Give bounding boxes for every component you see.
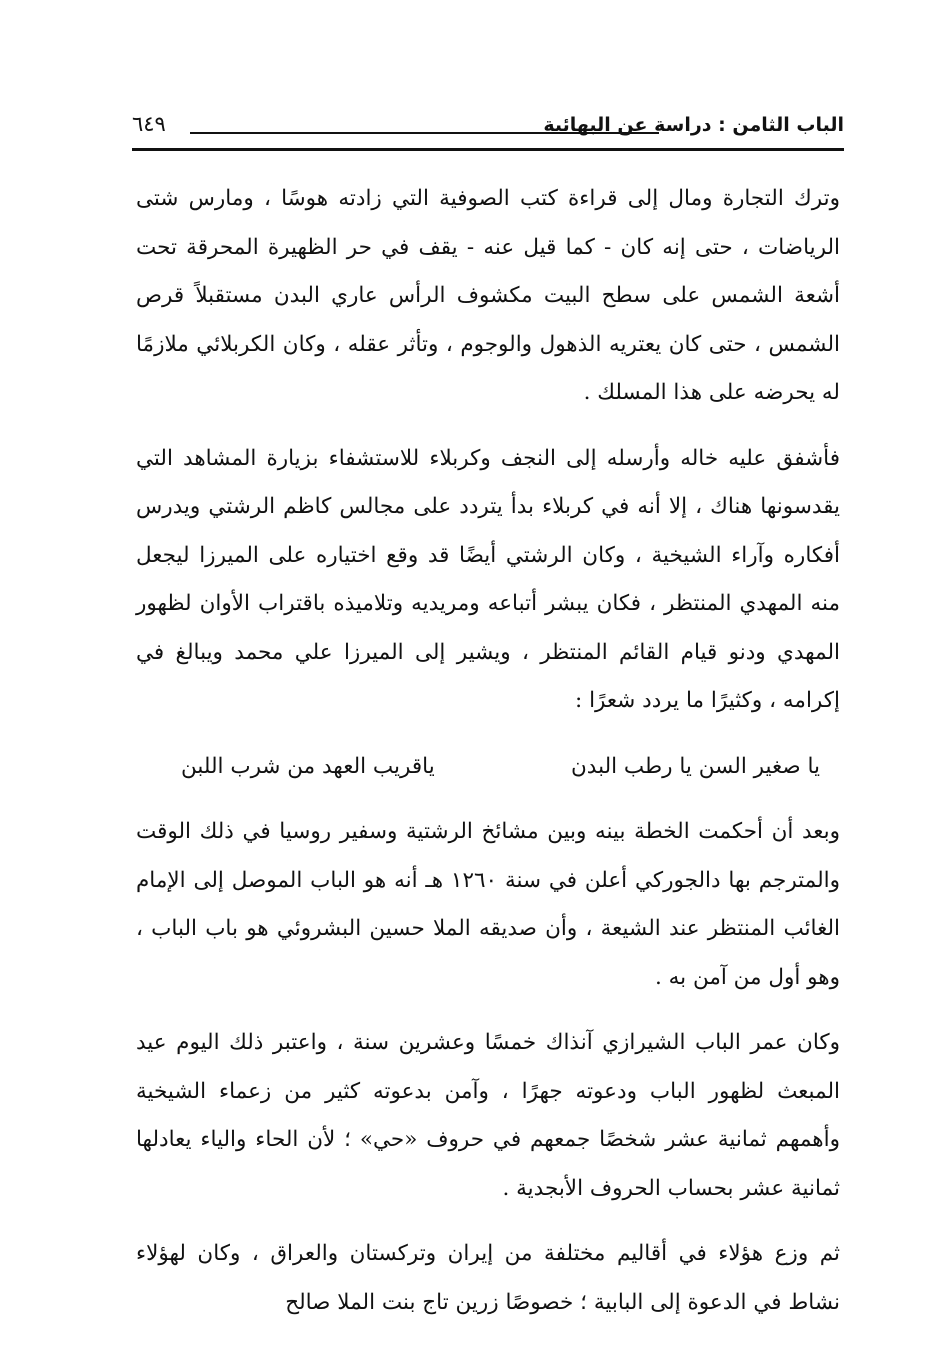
verse-first-hemistich: يا صغير السن يا رطب البدن [571,753,820,779]
running-header [132,108,844,148]
body-text [136,175,840,1344]
paragraph-2: فأشفق عليه خاله وأرسله إلى النجف وكربلاء للاستشفاء بزيارة المشاهد التي يقدسونها هناك ، إلا أنه في كربلاء بدأ يتردد على مجالس كاظم الرشتي ويدرس أفكاره وآراء الشيخية ، وكان الرشتي أيضًا قد وقع اختياره على الميرزا ليجعل منه المهدي المنتظر ، فكان يبشر أتباعه ومريديه وتلاميذه باقتراب الأوان لظهور المهدي ودنو قيام القائم المنتظر ، ويشير إلى الميرزا علي محمد ويبالغ في إكرامه ، وكثيرًا ما يردد شعرًا : [136,445,840,713]
page-number: ٦٤٩ [132,112,166,136]
paragraph-5: ثم وزع هؤلاء في أقاليم مختلفة من إيران وتركستان والعراق ، وكان لهؤلاء نشاط في الدعوة إلى البابية ؛ خصوصًا زرين تاج بنت الملا صالح [136,1241,840,1315]
paragraph-4: وكان عمر الباب الشيرازي آنذاك خمسًا وعشرين سنة ، واعتبر ذلك اليوم عيد المبعث لظهور الباب ودعوته جهرًا ، وآمن بدعوته كثير من زعماء الشيخية وأهمهم ثمانية عشر شخصًا جمعهم في حروف «حي» ؛ لأن الحاء والياء يعادلها ثمانية عشر بحساب الحروف الأبجدية . [136,1030,840,1201]
paragraph-3: وبعد أن أحكمت الخطة بينه وبين مشائخ الرشتية وسفير روسيا في ذلك الوقت والمترجم بها دالجوركي أعلن في سنة ١٢٦٠ هـ أنه هو الباب الموصل إلى الإمام الغائب المنتظر عند الشيعة ، وأن صديقه الملا حسين البشروئي هو باب الباب ، وهو أول من آمن به . [136,819,841,990]
paragraph-1: وترك التجارة ومال إلى قراءة كتب الصوفية التي زادته هوسًا ، ومارس شتى الرياضات ، حتى إنه كان - كما قيل عنه - يقف في حر الظهيرة المحرقة تحت أشعة الشمس على سطح البيت مكشوف الرأس عاري البدن مستقبلاً قرص الشمس ، حتى كان يعتريه الذهول والوجوم ، وتأثر عقله ، وكان الكربلائي ملازمًا له يحرضه على هذا المسلك . [136,186,840,405]
poem-verse [136,743,840,792]
header-underline [132,148,844,151]
header-rule [190,132,659,134]
verse-second-hemistich: ياقريب العهد من شرب اللبن [181,753,435,779]
chapter-title: الباب الثامن : دراسة عن البهائية [543,114,844,136]
